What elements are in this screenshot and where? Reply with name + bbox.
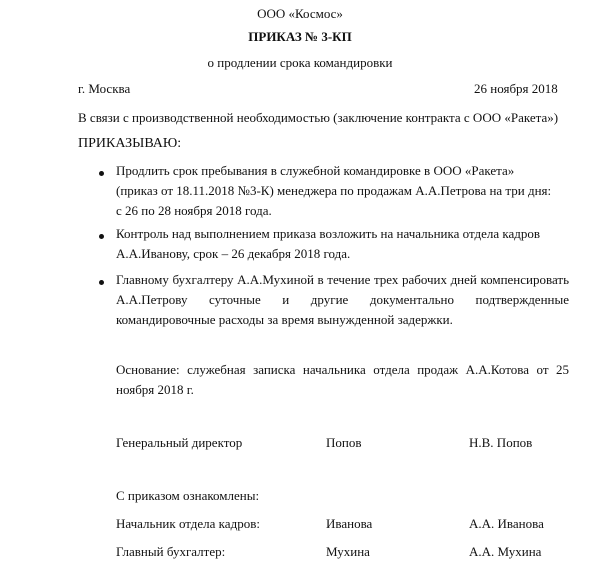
ack-name-2: А.А. Мухина [469, 544, 542, 559]
preamble: В связи с производственной необходимостью (заключение контракта с ООО «Ракета») [78, 110, 559, 125]
director-signature: Попов [326, 435, 362, 450]
director-position: Генеральный директор [116, 435, 243, 450]
order-word: ПРИКАЗЫВАЮ: [78, 136, 182, 151]
ack-signature-1: Иванова [326, 516, 373, 531]
bullet-1 [99, 171, 104, 176]
order-date: 26 ноября 2018 [474, 81, 558, 96]
bullet-3 [99, 280, 104, 285]
company-name: ООО «Космос» [257, 6, 343, 21]
ack-position-1: Начальник отдела кадров: [116, 516, 260, 531]
order-item-3: Главному бухгалтеру А.А.Мухиной в течение трех рабочих дней компенсировать А.А.Петрову суточные и другие документально подтвержденные командировочные расходы за время вынужденной задержки. [116, 272, 569, 327]
order-title: ПРИКАЗ № 3-КП [248, 29, 352, 44]
bullet-2 [99, 234, 104, 239]
ack-signature-2: Мухина [326, 544, 370, 559]
basis: Основание: служебная записка начальника отдела продаж А.А.Котова от 25 ноября 2018 г. [116, 362, 569, 397]
ack-position-2: Главный бухгалтер: [116, 544, 226, 559]
director-name: Н.В. Попов [469, 435, 533, 450]
acknowledged-heading: С приказом ознакомлены: [116, 488, 260, 503]
city: г. Москва [78, 81, 131, 96]
order-item-1: Продлить срок пребывания в служебной командировке в ООО «Ракета» (приказ от 18.11.2018 №3-К) менеджера по продажам А.А.Петрова на три дня: с 26 по 28 ноября 2018 года. [116, 163, 552, 218]
ack-name-1: А.А. Иванова [469, 516, 544, 531]
order-subject: о продлении срока командировки [207, 55, 393, 70]
order-item-2: Контроль над выполнением приказа возложить на начальника отдела кадров А.А.Иванову, срок – 26 декабря 2018 года. [116, 226, 540, 261]
